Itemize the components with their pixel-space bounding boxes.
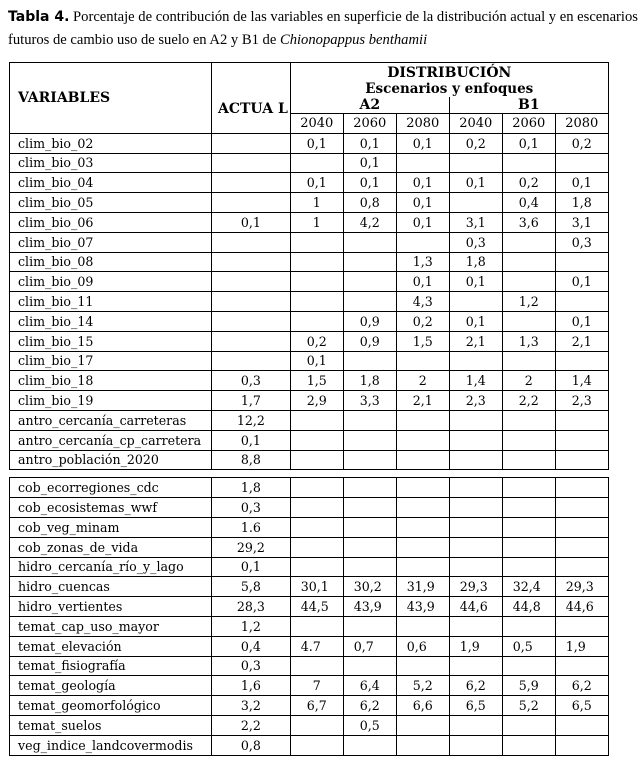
scenario-value: 0,1 (449, 173, 502, 193)
actual-value: 0,3 (212, 498, 291, 518)
actual-value: 8,8 (212, 450, 291, 470)
variable-name: clim_bio_15 (10, 331, 212, 351)
scenario-value: 1 (290, 212, 343, 232)
header-distribution (290, 63, 608, 98)
variable-name: cob_veg_minam (10, 517, 212, 537)
scenario-value (290, 311, 343, 331)
scenario-value (290, 252, 343, 272)
table-row (10, 212, 609, 232)
scenario-value: 1,3 (396, 252, 449, 272)
table-row (10, 478, 609, 498)
table-caption (8, 6, 638, 52)
table-row (10, 292, 609, 312)
scenario-value (290, 478, 343, 498)
variable-name: clim_bio_07 (10, 232, 212, 252)
scenario-value (290, 517, 343, 537)
scenario-value: 0,1 (290, 351, 343, 371)
table-row (10, 676, 609, 696)
scenario-value: 44,6 (555, 597, 608, 617)
scenario-value: 30,1 (290, 577, 343, 597)
scenario-value: 3,6 (502, 212, 555, 232)
scenario-value: 0,1 (396, 173, 449, 193)
scenario-value: 1 (290, 193, 343, 213)
scenario-value (555, 557, 608, 577)
variable-name: clim_bio_09 (10, 272, 212, 292)
scenario-value (343, 498, 396, 518)
variable-name: clim_bio_17 (10, 351, 212, 371)
actual-value: 1,2 (212, 616, 291, 636)
scenario-value (290, 616, 343, 636)
scenario-value: 0,1 (396, 133, 449, 153)
scenario-value (449, 478, 502, 498)
scenario-value: 44,6 (449, 597, 502, 617)
scenario-value: 30,2 (343, 577, 396, 597)
scenario-value: 0,8 (343, 193, 396, 213)
scenario-value (555, 450, 608, 470)
scenario-value (555, 498, 608, 518)
actual-value (212, 133, 291, 153)
scenario-value (555, 153, 608, 173)
scenario-value: 29,3 (449, 577, 502, 597)
scenario-value: 0,3 (555, 232, 608, 252)
scenario-value (449, 656, 502, 676)
scenario-value (555, 292, 608, 312)
scenario-value (555, 537, 608, 557)
scenario-value: 0,6 (396, 636, 449, 656)
scenario-value (396, 517, 449, 537)
variable-name: veg_indice_landcovermodis (10, 735, 212, 755)
scenario-value: 5,2 (502, 696, 555, 716)
table-row (10, 331, 609, 351)
scenario-value: 1,8 (555, 193, 608, 213)
actual-value: 0,3 (212, 656, 291, 676)
header-distribucion-label: DISTRIBUCIÓN (387, 65, 512, 81)
scenario-value (343, 656, 396, 676)
scenario-value: 2 (502, 371, 555, 391)
variable-name: temat_suelos (10, 715, 212, 735)
contribution-table (9, 62, 609, 756)
variable-name: antro_cercanía_carreteras (10, 410, 212, 430)
actual-value: 1,7 (212, 391, 291, 411)
scenario-value (502, 232, 555, 252)
scenario-value: 0,1 (343, 153, 396, 173)
scenario-value (290, 557, 343, 577)
scenario-value (396, 478, 449, 498)
scenario-value: 0,1 (343, 133, 396, 153)
table-row (10, 715, 609, 735)
scenario-value: 6,5 (449, 696, 502, 716)
scenario-value: 0,2 (555, 133, 608, 153)
scenario-value: 1,9 (449, 636, 502, 656)
scenario-value (343, 616, 396, 636)
table-row (10, 410, 609, 430)
scenario-value: 0,1 (555, 272, 608, 292)
actual-value: 0,1 (212, 212, 291, 232)
scenario-value: 1,2 (502, 292, 555, 312)
scenario-value: 1,5 (290, 371, 343, 391)
table-row (10, 153, 609, 173)
table-row (10, 173, 609, 193)
table-label: Tabla 4. (8, 9, 70, 25)
scenario-value (396, 410, 449, 430)
scenario-value: 43,9 (396, 597, 449, 617)
table-row (10, 636, 609, 656)
scenario-value: 0,1 (290, 133, 343, 153)
scenario-value: 0,1 (290, 173, 343, 193)
actual-value: 1.6 (212, 517, 291, 537)
table-row (10, 351, 609, 371)
scenario-value (449, 498, 502, 518)
actual-value (212, 252, 291, 272)
table-row (10, 597, 609, 617)
scenario-value: 6,4 (343, 676, 396, 696)
scenario-value (449, 557, 502, 577)
scenario-value: 5,2 (396, 676, 449, 696)
scenario-value: 1,8 (343, 371, 396, 391)
table-row (10, 193, 609, 213)
scenario-value (396, 232, 449, 252)
scenario-value (396, 351, 449, 371)
scenario-value: 0,1 (502, 133, 555, 153)
table-row (10, 656, 609, 676)
scenario-value (290, 153, 343, 173)
scenario-value (343, 351, 396, 371)
header-year: 2040 (290, 114, 343, 134)
scenario-value (290, 537, 343, 557)
scenario-value: 0,1 (449, 272, 502, 292)
scenario-value: 29,3 (555, 577, 608, 597)
table-row (10, 577, 609, 597)
scenario-value (290, 430, 343, 450)
scenario-value: 44,8 (502, 597, 555, 617)
scenario-value (502, 557, 555, 577)
scenario-value (449, 410, 502, 430)
actual-value (212, 232, 291, 252)
scenario-value (555, 517, 608, 537)
scenario-value (290, 272, 343, 292)
scenario-value: 2,2 (502, 391, 555, 411)
scenario-value: 0,2 (449, 133, 502, 153)
scenario-value: 0,2 (396, 311, 449, 331)
actual-value: 29,2 (212, 537, 291, 557)
scenario-value: 0,1 (396, 272, 449, 292)
scenario-value: 2 (396, 371, 449, 391)
scenario-value (449, 537, 502, 557)
caption-text: Porcentaje de contribución de las variables en superficie de la distribución actual y en escenarios futuros de cambio uso de suelo en A2 y B1 de (8, 9, 638, 48)
table-row (10, 232, 609, 252)
scenario-value: 4,3 (396, 292, 449, 312)
scenario-value (555, 715, 608, 735)
scenario-value: 7 (290, 676, 343, 696)
actual-value: 2,2 (212, 715, 291, 735)
actual-value (212, 173, 291, 193)
scenario-value (502, 153, 555, 173)
scenario-value (290, 450, 343, 470)
variable-name: clim_bio_14 (10, 311, 212, 331)
scenario-value: 1,3 (502, 331, 555, 351)
scenario-value (343, 517, 396, 537)
scenario-value (502, 311, 555, 331)
scenario-value: 0,5 (343, 715, 396, 735)
scenario-value (502, 715, 555, 735)
variable-name: temat_fisiografía (10, 656, 212, 676)
scenario-value (290, 715, 343, 735)
scenario-value: 3,3 (343, 391, 396, 411)
table-gap (10, 470, 609, 478)
scenario-value (449, 292, 502, 312)
table-row (10, 537, 609, 557)
scenario-value (396, 656, 449, 676)
actual-value (212, 311, 291, 331)
scenario-value: 6,2 (449, 676, 502, 696)
scenario-value (343, 537, 396, 557)
scenario-value (396, 537, 449, 557)
variable-name: clim_bio_18 (10, 371, 212, 391)
scenario-value (555, 478, 608, 498)
scenario-value (343, 557, 396, 577)
actual-value: 5,8 (212, 577, 291, 597)
scenario-value: 0,1 (396, 193, 449, 213)
table-row (10, 696, 609, 716)
scenario-value: 43,9 (343, 597, 396, 617)
scenario-value (396, 430, 449, 450)
actual-value: 1,6 (212, 676, 291, 696)
scenario-value (502, 410, 555, 430)
actual-value (212, 193, 291, 213)
actual-value: 3,2 (212, 696, 291, 716)
scenario-value (396, 153, 449, 173)
scenario-value (290, 292, 343, 312)
scenario-value (290, 735, 343, 755)
actual-value: 1,8 (212, 478, 291, 498)
scenario-value (555, 410, 608, 430)
table-row (10, 133, 609, 153)
header-year: 2040 (449, 114, 502, 134)
scenario-value (290, 656, 343, 676)
table-row (10, 272, 609, 292)
scenario-value (502, 272, 555, 292)
scenario-value (502, 498, 555, 518)
scenario-value (502, 616, 555, 636)
scenario-value (555, 430, 608, 450)
header-actual: ACTUA L (212, 63, 291, 134)
scenario-value (449, 517, 502, 537)
table-row (10, 735, 609, 755)
header-variables: VARIABLES (10, 63, 212, 134)
scenario-value (555, 351, 608, 371)
table-row (10, 371, 609, 391)
actual-value: 0,8 (212, 735, 291, 755)
scenario-value: 2,3 (555, 391, 608, 411)
scenario-value (502, 478, 555, 498)
scenario-value (343, 272, 396, 292)
scenario-value: 1,9 (555, 636, 608, 656)
scenario-value (449, 715, 502, 735)
header-escenarios-label: Escenarios y enfoques (365, 81, 534, 97)
scenario-value: 0,1 (555, 311, 608, 331)
scenario-value: 1,4 (449, 371, 502, 391)
actual-value: 0,3 (212, 371, 291, 391)
header-year: 2060 (343, 114, 396, 134)
table-row (10, 498, 609, 518)
scenario-value: 6,2 (555, 676, 608, 696)
header-year: 2060 (502, 114, 555, 134)
scenario-value (502, 430, 555, 450)
scenario-value: 4.7 (290, 636, 343, 656)
scenario-value: 6,6 (396, 696, 449, 716)
scenario-value: 3,1 (555, 212, 608, 232)
scenario-value: 0,4 (502, 193, 555, 213)
scenario-value (396, 498, 449, 518)
actual-value (212, 153, 291, 173)
scenario-value: 2,1 (396, 391, 449, 411)
scenario-value (343, 478, 396, 498)
scenario-value (290, 232, 343, 252)
scenario-value: 2,9 (290, 391, 343, 411)
header-year: 2080 (555, 114, 608, 134)
header-year: 2080 (396, 114, 449, 134)
scenario-value: 1,5 (396, 331, 449, 351)
table-row (10, 450, 609, 470)
variable-name: hidro_cercanía_río_y_lago (10, 557, 212, 577)
scenario-value (343, 410, 396, 430)
table-row (10, 391, 609, 411)
table-row (10, 616, 609, 636)
scenario-value (396, 616, 449, 636)
header-b1: B1 (449, 97, 608, 114)
scenario-value: 0,1 (343, 173, 396, 193)
scenario-value: 2,1 (555, 331, 608, 351)
scenario-value: 32,4 (502, 577, 555, 597)
table-row (10, 252, 609, 272)
table-row (10, 430, 609, 450)
variable-name: temat_elevación (10, 636, 212, 656)
scenario-value (449, 616, 502, 636)
scenario-value (396, 735, 449, 755)
scenario-value: 0,1 (555, 173, 608, 193)
species-name: Chionopappus benthamii (279, 32, 428, 48)
scenario-value (449, 735, 502, 755)
scenario-value: 1,4 (555, 371, 608, 391)
scenario-value (502, 351, 555, 371)
scenario-value: 3,1 (449, 212, 502, 232)
variable-name: clim_bio_02 (10, 133, 212, 153)
scenario-value: 6,2 (343, 696, 396, 716)
scenario-value: 4,2 (343, 212, 396, 232)
actual-value: 0,4 (212, 636, 291, 656)
scenario-value (555, 735, 608, 755)
actual-value (212, 351, 291, 371)
scenario-value (449, 193, 502, 213)
scenario-value (449, 153, 502, 173)
scenario-value (502, 517, 555, 537)
variable-name: hidro_vertientes (10, 597, 212, 617)
scenario-value (449, 430, 502, 450)
scenario-value (502, 537, 555, 557)
scenario-value: 44,5 (290, 597, 343, 617)
actual-value (212, 331, 291, 351)
header-a2: A2 (290, 97, 449, 114)
scenario-value (290, 498, 343, 518)
variable-name: clim_bio_08 (10, 252, 212, 272)
scenario-value: 0,1 (396, 212, 449, 232)
variable-name: temat_cap_uso_mayor (10, 616, 212, 636)
scenario-value (343, 735, 396, 755)
scenario-value: 0,2 (290, 331, 343, 351)
variable-name: hidro_cuencas (10, 577, 212, 597)
scenario-value: 0,9 (343, 311, 396, 331)
scenario-value: 6,7 (290, 696, 343, 716)
scenario-value: 0,3 (449, 232, 502, 252)
scenario-value (449, 450, 502, 470)
variable-name: clim_bio_11 (10, 292, 212, 312)
scenario-value (502, 735, 555, 755)
variable-name: clim_bio_06 (10, 212, 212, 232)
scenario-value: 0,7 (343, 636, 396, 656)
scenario-value (396, 450, 449, 470)
scenario-value (343, 232, 396, 252)
variable-name: cob_ecosistemas_wwf (10, 498, 212, 518)
scenario-value (343, 430, 396, 450)
scenario-value (343, 252, 396, 272)
actual-value: 0,1 (212, 557, 291, 577)
scenario-value (502, 656, 555, 676)
scenario-value (343, 292, 396, 312)
table-row (10, 557, 609, 577)
variable-name: temat_geomorfológico (10, 696, 212, 716)
scenario-value: 0,2 (502, 173, 555, 193)
scenario-value: 0,1 (449, 311, 502, 331)
scenario-value (396, 557, 449, 577)
actual-value: 0,1 (212, 430, 291, 450)
table-row (10, 517, 609, 537)
scenario-value: 2,1 (449, 331, 502, 351)
scenario-value (502, 450, 555, 470)
actual-value (212, 292, 291, 312)
scenario-value: 2,3 (449, 391, 502, 411)
actual-value (212, 272, 291, 292)
scenario-value: 1,8 (449, 252, 502, 272)
scenario-value (555, 252, 608, 272)
actual-value: 28,3 (212, 597, 291, 617)
variable-name: antro_cercanía_cp_carretera (10, 430, 212, 450)
scenario-value: 0,9 (343, 331, 396, 351)
scenario-value: 0,5 (502, 636, 555, 656)
table-row (10, 311, 609, 331)
scenario-value (290, 410, 343, 430)
scenario-value (449, 351, 502, 371)
scenario-value (502, 252, 555, 272)
scenario-value (343, 450, 396, 470)
variable-name: cob_zonas_de_vida (10, 537, 212, 557)
variable-name: temat_geología (10, 676, 212, 696)
scenario-value: 31,9 (396, 577, 449, 597)
variable-name: clim_bio_03 (10, 153, 212, 173)
variable-name: clim_bio_19 (10, 391, 212, 411)
scenario-value: 6,5 (555, 696, 608, 716)
variable-name: cob_ecorregiones_cdc (10, 478, 212, 498)
scenario-value (555, 656, 608, 676)
scenario-value (555, 616, 608, 636)
scenario-value (396, 715, 449, 735)
actual-value: 12,2 (212, 410, 291, 430)
variable-name: clim_bio_05 (10, 193, 212, 213)
variable-name: clim_bio_04 (10, 173, 212, 193)
scenario-value: 5,9 (502, 676, 555, 696)
variable-name: antro_población_2020 (10, 450, 212, 470)
